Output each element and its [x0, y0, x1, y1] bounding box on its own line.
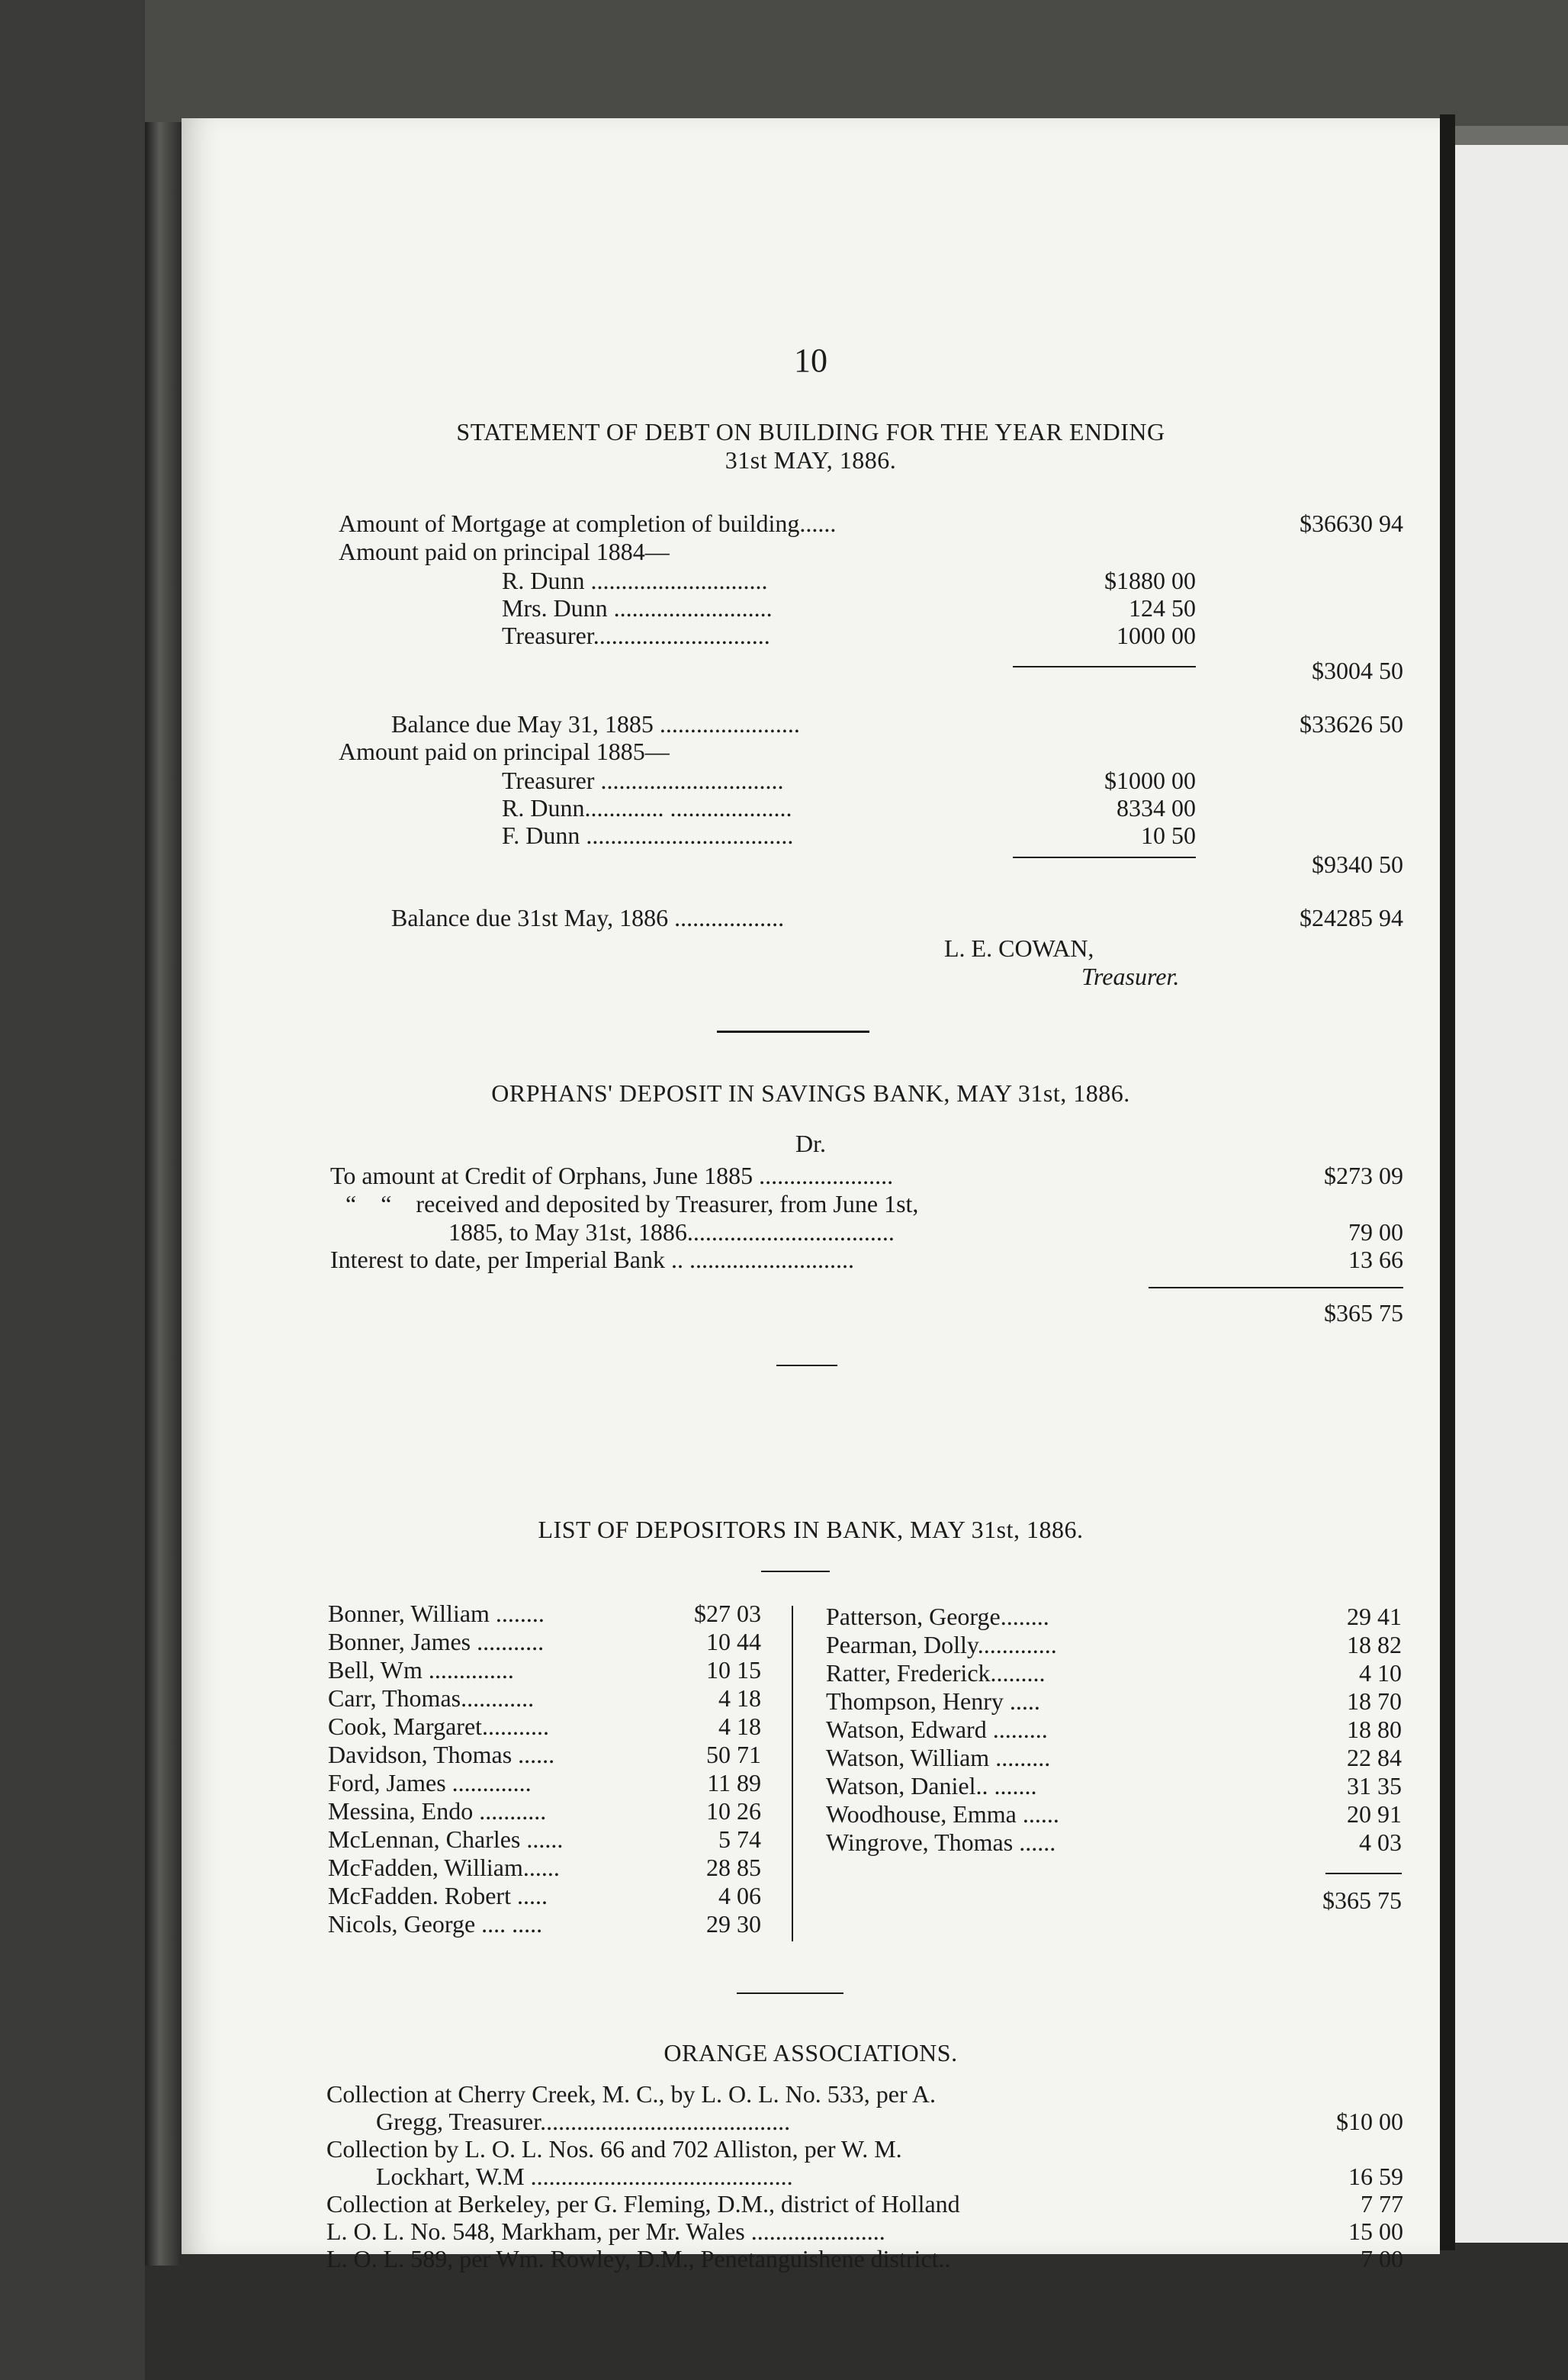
paid-1885-item-amount: 10 50	[1141, 822, 1196, 849]
paid-1885-item-label: R. Dunn............. ....................	[502, 794, 792, 822]
orange-amount: 16 59	[1348, 2163, 1403, 2190]
orphans-dr: Dr.	[795, 1130, 826, 1157]
depositor-name: Bell, Wm ..............	[328, 1656, 514, 1684]
balance-1886-amount: $24285 94	[1300, 904, 1403, 931]
depositors-title: LIST OF DEPOSITORS IN BANK, MAY 31st, 1886.	[538, 1516, 1084, 1543]
page-number: 10	[794, 342, 827, 379]
depositor-amount: 10 26	[706, 1797, 761, 1825]
depositor-name: Woodhouse, Emma ......	[826, 1800, 1059, 1828]
paid-1885-label: Amount paid on principal 1885—	[339, 738, 670, 765]
paid-1884-item-label: R. Dunn .............................	[502, 567, 768, 594]
depositors-total: $365 75	[1322, 1886, 1402, 1914]
debt-title: STATEMENT OF DEBT ON BUILDING FOR THE YEAR ENDING	[456, 418, 1165, 445]
column-divider	[792, 1606, 793, 1941]
orange-line-cont: Lockhart, W.M ...........................................	[376, 2163, 793, 2190]
orange-line-cont: Gregg, Treasurer.........................................	[376, 2108, 791, 2135]
depositor-name: Watson, Edward .........	[826, 1716, 1048, 1743]
depositor-name: McLennan, Charles ......	[328, 1825, 564, 1853]
depositor-name: Cook, Margaret...........	[328, 1713, 550, 1740]
section-divider	[717, 1031, 869, 1033]
depositor-amount: 4 18	[718, 1713, 761, 1740]
book-spine	[145, 122, 182, 2266]
treasurer-signature: L. E. COWAN,	[944, 934, 1094, 962]
mortgage-amount: $36630 94	[1300, 510, 1403, 537]
document-page	[182, 118, 1440, 2272]
depositor-name: Wingrove, Thomas ......	[826, 1828, 1056, 1856]
depositor-name: Messina, Endo ...........	[328, 1797, 547, 1825]
orange-title: ORANGE ASSOCIATIONS.	[664, 2039, 958, 2066]
orphans-title: ORPHANS' DEPOSIT IN SAVINGS BANK, MAY 31st, 1886.	[491, 1079, 1130, 1107]
orange-amount: 15 00	[1348, 2218, 1403, 2245]
depositor-name: Pearman, Dolly.............	[826, 1631, 1057, 1658]
section-divider	[776, 1365, 837, 1366]
depositor-name: Bonner, James ...........	[328, 1628, 545, 1655]
depositor-amount: 18 70	[1347, 1687, 1402, 1715]
subtotal-rule	[1013, 857, 1196, 858]
paid-1885-item-amount: 8334 00	[1117, 794, 1196, 822]
orange-amount: $10 00	[1336, 2108, 1403, 2135]
depositor-name: Davidson, Thomas ......	[328, 1741, 555, 1768]
scan-left-margin	[0, 0, 145, 2380]
orange-line: L. O. L. No. 548, Markham, per Mr. Wales ......................	[326, 2218, 885, 2245]
orphans-line-label: To amount at Credit of Orphans, June 1885 ......................	[330, 1162, 894, 1189]
depositor-amount: 5 74	[718, 1825, 761, 1853]
depositor-amount: 4 03	[1359, 1828, 1402, 1856]
paid-1885-item-label: F. Dunn ..................................	[502, 822, 794, 849]
depositor-amount: 4 18	[718, 1684, 761, 1712]
treasurer-title: Treasurer.	[1081, 963, 1180, 990]
section-divider	[761, 1571, 830, 1572]
depositor-name: Nicols, George .... .....	[328, 1910, 543, 1938]
page-gutter	[1440, 114, 1455, 2250]
orphans-line-label: “ “ received and deposited by Treasurer, from June 1st,	[345, 1190, 919, 1217]
depositor-amount: 31 35	[1347, 1772, 1402, 1799]
depositor-amount: 10 15	[706, 1656, 761, 1684]
paid-1884-item-label: Treasurer.............................	[502, 622, 770, 649]
depositor-amount: 18 80	[1347, 1716, 1402, 1743]
orange-amount: 7 77	[1361, 2190, 1403, 2218]
orange-amount: 7 00	[1361, 2245, 1403, 2272]
depositor-amount: 29 30	[706, 1910, 761, 1938]
depositor-amount: 11 89	[707, 1769, 761, 1796]
facing-page-edge	[1453, 145, 1568, 2243]
depositor-name: Watson, Daniel.. .......	[826, 1772, 1037, 1799]
paid-1885-item-amount: $1000 00	[1104, 767, 1196, 794]
total-rule	[1149, 1287, 1403, 1288]
paid-1885-item-label: Treasurer ..............................	[502, 767, 784, 794]
balance-1885-amount: $33626 50	[1300, 710, 1403, 738]
orphans-line-amount: 13 66	[1348, 1246, 1403, 1273]
depositor-amount: 4 10	[1359, 1659, 1402, 1687]
orange-line: Collection at Cherry Creek, M. C., by L. O. L. No. 533, per A.	[326, 2080, 936, 2108]
orphans-line-amount: 79 00	[1348, 1218, 1403, 1246]
depositor-amount: 18 82	[1347, 1631, 1402, 1658]
section-divider	[737, 1992, 843, 1994]
depositor-amount: 28 85	[706, 1854, 761, 1881]
depositor-amount: $27 03	[694, 1600, 761, 1627]
depositor-amount: 4 06	[718, 1882, 761, 1909]
depositor-amount: 29 41	[1347, 1603, 1402, 1630]
depositor-name: McFadden, William......	[328, 1854, 560, 1881]
orphans-total: $365 75	[1324, 1299, 1403, 1327]
paid-1884-item-amount: 1000 00	[1117, 622, 1196, 649]
depositor-name: McFadden. Robert .....	[328, 1882, 548, 1909]
total-rule	[1325, 1873, 1402, 1874]
orphans-line-label: 1885, to May 31st, 1886..................................	[448, 1218, 895, 1246]
depositor-name: Patterson, George........	[826, 1603, 1049, 1630]
depositor-amount: 50 71	[706, 1741, 761, 1768]
depositor-amount: 10 44	[706, 1628, 761, 1655]
orange-line: L. O. L. 589, per Wm. Rowley, D.M., Penetanguishene district..	[326, 2245, 951, 2272]
orphans-line-amount: $273 09	[1324, 1162, 1403, 1189]
orange-line: Collection by L. O. L. Nos. 66 and 702 Alliston, per W. M.	[326, 2135, 902, 2163]
orange-line: Collection at Berkeley, per G. Fleming, D.M., district of Holland	[326, 2190, 960, 2218]
depositor-name: Watson, William .........	[826, 1744, 1051, 1771]
scan-top-margin	[0, 0, 1568, 126]
debt-title-date: 31st MAY, 1886.	[725, 446, 897, 474]
subtotal-rule	[1013, 666, 1196, 667]
depositor-name: Bonner, William ........	[328, 1600, 545, 1627]
depositor-amount: 22 84	[1347, 1744, 1402, 1771]
mortgage-label: Amount of Mortgage at completion of building......	[339, 510, 837, 537]
total-1885: $9340 50	[1312, 851, 1403, 878]
depositor-name: Ratter, Frederick.........	[826, 1659, 1046, 1687]
paid-1884-item-label: Mrs. Dunn ..........................	[502, 594, 773, 622]
depositor-amount: 20 91	[1347, 1800, 1402, 1828]
balance-1886-label: Balance due 31st May, 1886 ..................	[391, 904, 785, 931]
balance-1885-label: Balance due May 31, 1885 .......................	[391, 710, 800, 738]
paid-1884-label: Amount paid on principal 1884—	[339, 538, 670, 565]
depositor-name: Carr, Thomas............	[328, 1684, 535, 1712]
total-1884: $3004 50	[1312, 657, 1403, 684]
orphans-line-label: Interest to date, per Imperial Bank .. ...........................	[330, 1246, 854, 1273]
depositor-name: Ford, James .............	[328, 1769, 532, 1796]
paid-1884-item-amount: $1880 00	[1104, 567, 1196, 594]
paid-1884-item-amount: 124 50	[1129, 594, 1196, 622]
depositor-name: Thompson, Henry .....	[826, 1687, 1040, 1715]
